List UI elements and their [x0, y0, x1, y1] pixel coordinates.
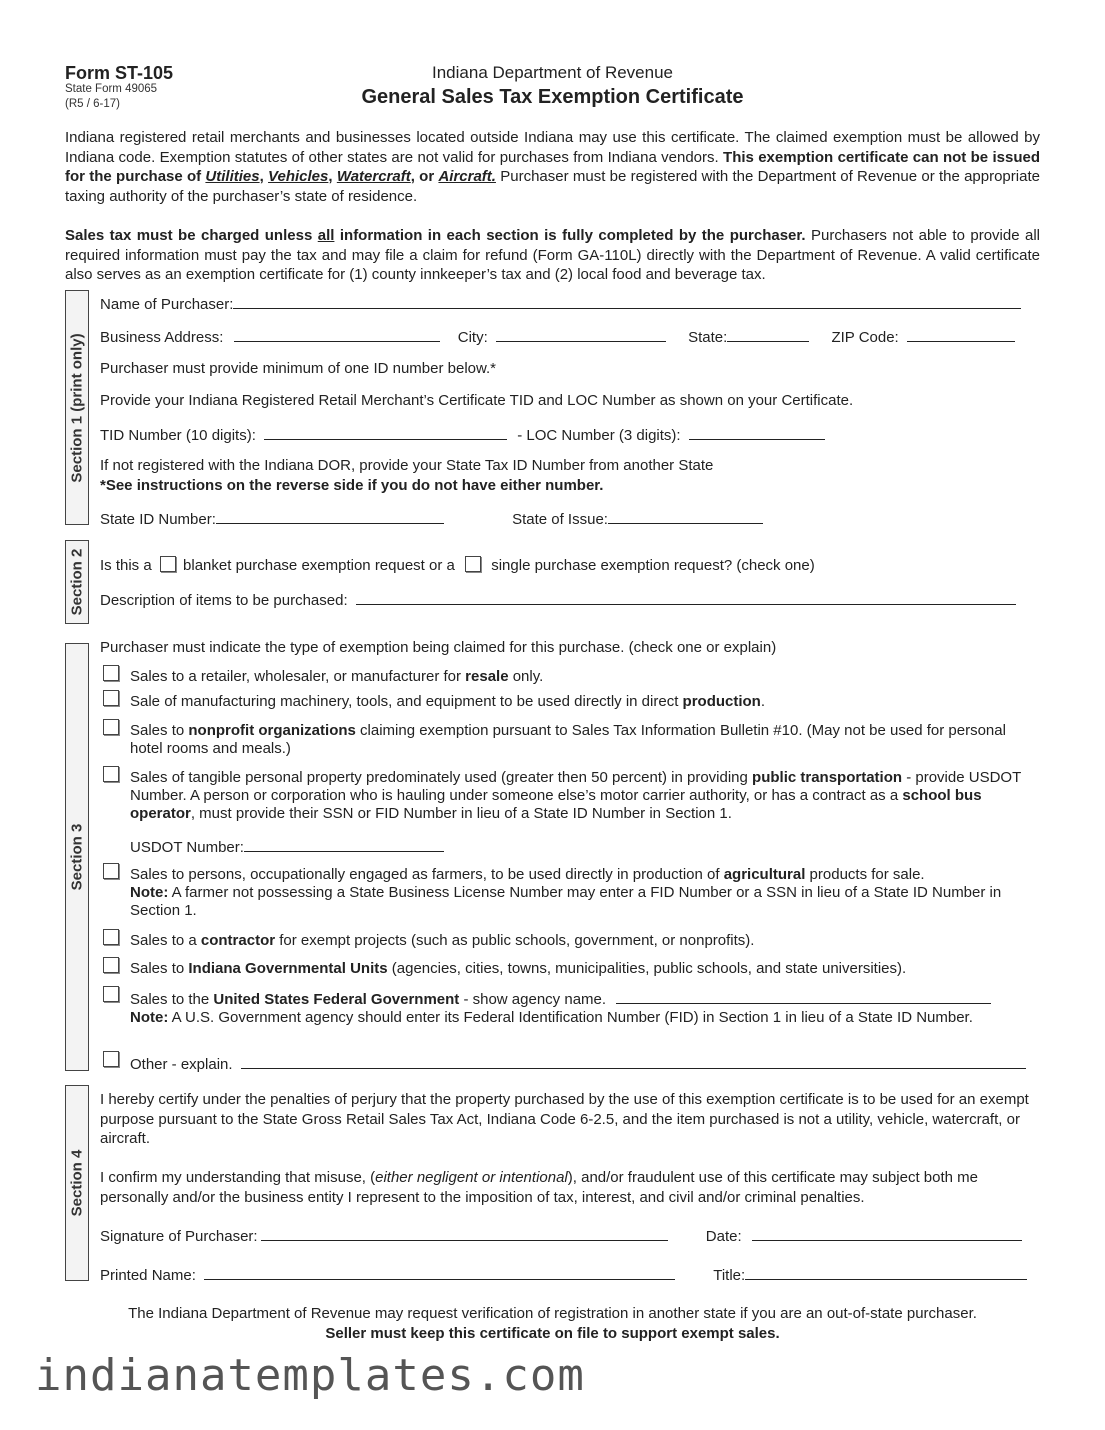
indiana-government-checkbox[interactable] — [103, 957, 119, 973]
single-purchase-checkbox[interactable] — [465, 556, 481, 572]
watermark: indianatemplates.com — [35, 1350, 585, 1401]
usdot-number-field[interactable] — [244, 837, 444, 852]
option-federal-government: Sales to the United States Federal Government - show agency name. Note: A U.S. Government agency should enter its Federal Identification Number (FID) in Section 1 in lieu of a State ID Number. — [103, 986, 1038, 1027]
intro-paragraph-1: Indiana registered retail merchants and businesses located outside Indiana may use this certificate. The claimed exemption must be allowed by Indiana code. Exemption statutes of other states are not valid for purchases from Indiana vendors. This exemption certificate can not be issued for the purchase of Utilities, Vehicles, Watercraft, or Aircraft. Purchaser must be registered with the Department of Revenue or the appropriate taxing authority of the purchaser’s state of residence. — [65, 129, 1041, 205]
option-nonprofit: Sales to nonprofit organizations claiming exemption pursuant to Sales Tax Information Bulletin #10. (May not be used for personal hotel rooms and meals.) — [103, 719, 1038, 758]
loc-number-field[interactable] — [689, 425, 825, 440]
description-field[interactable] — [356, 590, 1016, 605]
option-indiana-government: Sales to Indiana Governmental Units (agencies, cities, towns, municipalities, public schools, and state universities). — [103, 957, 1038, 978]
printed-name-row: Printed Name: Title: — [100, 1265, 1035, 1285]
tid-loc-row: TID Number (10 digits): - LOC Number (3 digits): — [100, 425, 1035, 445]
form-id: Form ST-105 — [65, 63, 174, 83]
section-1-tab: Section 1 (print only) — [65, 290, 89, 525]
min-id-note: Purchaser must provide minimum of one ID number below.* — [100, 360, 497, 377]
public-transportation-checkbox[interactable] — [103, 766, 119, 782]
federal-government-checkbox[interactable] — [103, 986, 119, 1002]
option-public-transportation: Sales of tangible personal property predominately used (greater then 50 percent) in providing public transportation - provide USDOT Number. A person or corporation who is hauling under someone else’s motor carrier authority, or has a contract as a school bus operator, must provide their SSN or FID Number in lieu of a State ID Number in Section 1. — [103, 766, 1038, 823]
other-explain-field[interactable] — [241, 1054, 1026, 1069]
purchase-type-row: Is this a blanket purchase exemption request or a single purchase exemption request? (check one) — [100, 557, 815, 574]
description-row: Description of items to be purchased: — [100, 590, 1035, 610]
usdot-row: USDOT Number: — [103, 837, 1038, 857]
agricultural-checkbox[interactable] — [103, 863, 119, 879]
exemption-type-intro: Purchaser must indicate the type of exemption being claimed for this purchase. (check one or explain) — [100, 639, 777, 656]
option-resale: Sales to a retailer, wholesaler, or manufacturer for resale only. — [103, 665, 1038, 686]
purchaser-name-row: Name of Purchaser: — [100, 294, 1035, 314]
option-other: Other - explain. — [103, 1051, 1038, 1074]
section-4-tab: Section 4 — [65, 1085, 89, 1281]
business-address-row: Business Address: City: State: ZIP Code: — [100, 327, 1035, 347]
section-2-tab: Section 2 — [65, 540, 89, 624]
certify-statement: I hereby certify under the penalties of perjury that the property purchased by the use of this exemption certificate is to be used for an exempt purpose pursuant to the State Gross Retail Sales Tax Act, Indiana Code 6-2.5, and the item purchased is not a utility, vehicle, watercraft, or aircraft. — [100, 1091, 1029, 1147]
city-field[interactable] — [496, 327, 666, 342]
signature-row: Signature of Purchaser: Date: — [100, 1226, 1035, 1246]
confirm-statement: I confirm my understanding that misuse, (either negligent or intentional), and/or fraudulent use of this certificate may subject both me personally and/or the business entity I represent to the imposition of tax, interest, and civil and/or criminal penalties. — [100, 1169, 978, 1206]
section-3-tab: Section 3 — [65, 643, 89, 1071]
not-registered-note: If not registered with the Indiana DOR, provide your State Tax ID Number from another State — [100, 457, 714, 474]
agency-name-field[interactable] — [616, 989, 991, 1004]
state-of-issue-field[interactable] — [608, 509, 763, 524]
printed-name-field[interactable] — [204, 1265, 675, 1280]
resale-checkbox[interactable] — [103, 665, 119, 681]
state-form-number: State Form 49065 — [65, 83, 158, 95]
title-field[interactable] — [745, 1265, 1027, 1280]
other-checkbox[interactable] — [103, 1051, 119, 1067]
business-address-field[interactable] — [234, 327, 440, 342]
page-title: General Sales Tax Exemption Certificate — [361, 86, 744, 108]
nonprofit-checkbox[interactable] — [103, 719, 119, 735]
provide-tid-note: Provide your Indiana Registered Retail Merchant’s Certificate TID and LOC Number as shown on your Certificate. — [100, 392, 854, 409]
state-id-field[interactable] — [216, 509, 444, 524]
verification-note: The Indiana Department of Revenue may request verification of registration in another state if you are an out-of-state purchaser. — [128, 1305, 977, 1322]
contractor-checkbox[interactable] — [103, 929, 119, 945]
see-instructions-note: *See instructions on the reverse side if you do not have either number. — [100, 477, 604, 494]
zip-code-field[interactable] — [907, 327, 1015, 342]
purchaser-name-field[interactable] — [233, 294, 1021, 309]
blanket-purchase-checkbox[interactable] — [160, 556, 176, 572]
keep-on-file-note: Seller must keep this certificate on file to support exempt sales. — [325, 1325, 780, 1342]
state-field[interactable] — [727, 327, 809, 342]
intro-paragraph-2: Sales tax must be charged unless all information in each section is fully completed by the purchaser. Purchasers not able to provide all required information must pay the tax and may file a claim for refund (Form GA-110L) directly with the Department of Revenue. A valid certificate also serves as an exemption certificate for (1) county innkeeper’s tax and (2) local food and beverage tax. — [65, 227, 1041, 283]
option-production: Sale of manufacturing machinery, tools, and equipment to be used directly in direct production. — [103, 690, 1038, 711]
option-agricultural: Sales to persons, occupationally engaged as farmers, to be used directly in production of agricultural products for sale. Note: A farmer not possessing a State Business License Number may enter a FID Number or a SSN in lieu of a State ID Number in Section 1. — [103, 863, 1038, 920]
agency-name: Indiana Department of Revenue — [432, 63, 673, 82]
state-id-row: State ID Number: State of Issue: — [100, 509, 1035, 529]
date-field[interactable] — [752, 1226, 1022, 1241]
option-contractor: Sales to a contractor for exempt projects (such as public schools, government, or nonprofits). — [103, 929, 1038, 950]
tid-number-field[interactable] — [264, 425, 507, 440]
signature-field[interactable] — [261, 1226, 668, 1241]
revision: (R5 / 6-17) — [65, 98, 120, 110]
production-checkbox[interactable] — [103, 690, 119, 706]
